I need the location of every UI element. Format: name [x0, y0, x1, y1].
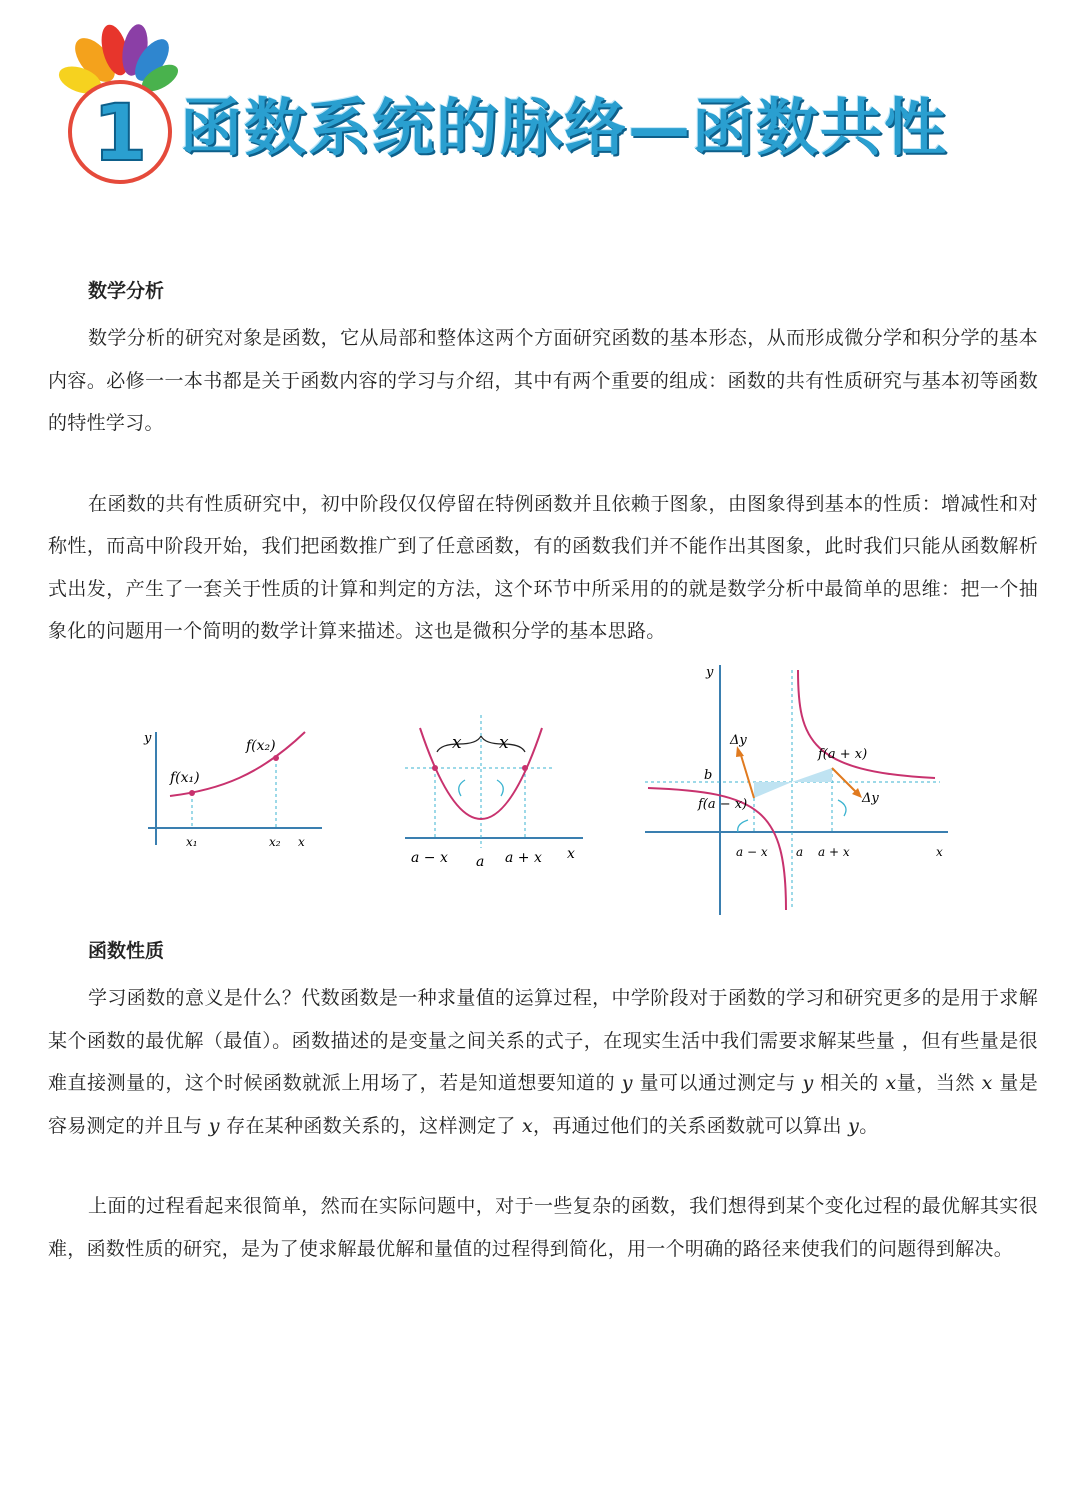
math-var: y	[848, 1114, 860, 1137]
tick-label-x1: x₁	[186, 835, 198, 849]
math-var: y	[621, 1072, 633, 1094]
section-heading: 函数性质	[88, 940, 165, 962]
tick-label-a-minus-x: a − x	[736, 845, 768, 859]
label-b: b	[704, 768, 713, 783]
brace-label-left: x	[452, 733, 462, 753]
label-f-a-minus-x: f(a − x)	[698, 797, 748, 812]
label-f-x1: f(x₁)	[170, 770, 200, 786]
math-var: x	[885, 1072, 897, 1094]
tick-label-a: a	[476, 854, 485, 870]
tick-label-a: a	[796, 845, 804, 859]
tick-label-a-minus-x: a − x	[411, 850, 448, 866]
figure-symmetric-parabola	[395, 710, 595, 875]
paragraph: 数学分析的研究对象是函数，它从局部和整体这两个方面研究函数的基本形态，从而形成微分学和积分学的基本内容。必修一一本书都是关于函数内容的学习与介绍，其中有两个重要的组成：函数的共有性质研究与基本初等函数的特性学习。	[48, 327, 1038, 434]
math-var: x	[981, 1072, 993, 1094]
math-var: y	[208, 1114, 220, 1137]
chapter-number: 1	[92, 89, 148, 179]
text-run: 存在某种函数关系的，这样测定了	[226, 1114, 516, 1137]
text-run: 量是容易测定的并且与	[48, 1072, 1039, 1137]
math-var: y	[802, 1072, 814, 1094]
axis-label-x: x	[936, 845, 943, 859]
figure-increasing-function	[130, 720, 330, 860]
axis-label-y: y	[144, 731, 152, 746]
chapter-title: 函数系统的脉络—函数共性	[180, 91, 949, 164]
paragraph	[48, 977, 1038, 1147]
paragraph: 在函数的共有性质研究中，初中阶段仅仅停留在特例函数并且依赖于图象，由图象得到基本的性质：增减性和对称性，而高中阶段开始，我们把函数推广到了任意函数，有的函数我们并不能作出其图象，此时我们只能从函数解析式出发，产生了一套关于性质的计算和判定的方法，这个环节中所采用的的就是数学分析中最简单的思维：把一个抽象化的问题用一个简明的数学计算来描述。这也是微积分学的基本思路。	[48, 492, 1038, 642]
tick-label-a-plus-x: a + x	[818, 845, 850, 859]
brace-label-right: x	[499, 733, 509, 753]
section-properties	[48, 936, 1038, 1270]
label-delta-y-down: Δy	[862, 791, 879, 806]
axis-label-x: x	[298, 835, 305, 849]
text-run: 。	[859, 1114, 879, 1137]
text-run: 量，当然	[896, 1072, 975, 1094]
figure-center-symmetry	[640, 660, 960, 920]
text-run: ，再通过他们的关系函数就可以算出	[533, 1114, 842, 1137]
label-f-a-plus-x: f(a + x)	[818, 747, 868, 762]
tick-label-x2: x₂	[269, 835, 281, 849]
label-f-x2: f(x₂)	[246, 738, 276, 754]
page-header	[0, 0, 1080, 200]
text-run: 相关的	[820, 1072, 879, 1094]
section-heading: 数学分析	[88, 280, 165, 302]
math-var: x	[522, 1114, 534, 1137]
axis-label-y: y	[706, 665, 714, 680]
label-delta-y-up: Δy	[730, 733, 747, 748]
paragraph: 上面的过程看起来很简单，然而在实际问题中，对于一些复杂的函数，我们想得到某个变化过程的最优解其实很难，函数性质的研究，是为了使求解最优解和量值的过程得到简化，用一个明确的路径来使我们的问题得到解决。	[48, 1195, 1038, 1260]
text-run: 学习函数的意义是什么？代数函数是一种求量值的运算过程，中学阶段对于函数的学习和研究更多的是用于求解某个函数的最优解（最值）。函数描述的是变量之间关系的式子，在现实生活中我们需要求解某些量 ，但有些量是很难直接测量的，这个时候函数就派上用场了，若是知道想要知道的	[48, 987, 1038, 1094]
tick-label-a-plus-x: a + x	[505, 850, 542, 866]
text-run: 量可以通过测定与	[639, 1072, 796, 1094]
section-analysis	[48, 276, 1038, 653]
axis-label-x: x	[567, 846, 575, 862]
